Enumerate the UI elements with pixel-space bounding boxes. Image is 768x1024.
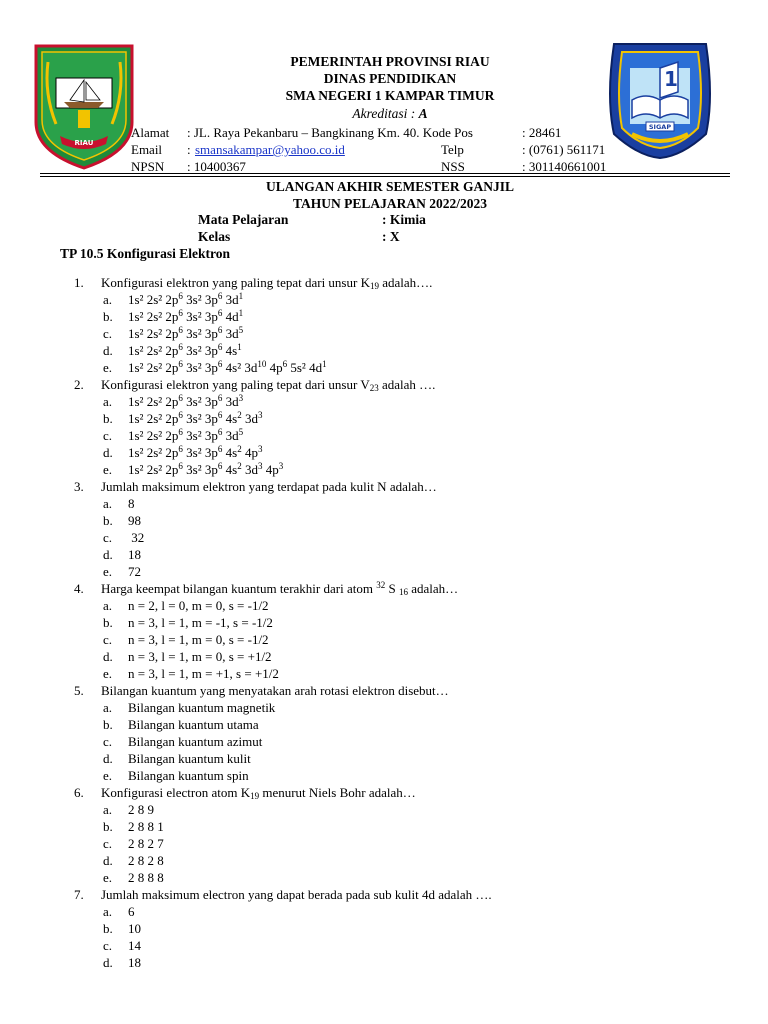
address-label: Alamat	[131, 125, 170, 140]
option-item	[74, 308, 734, 325]
option-text: 2 8 2 7	[128, 836, 164, 851]
question-text: Jumlah maksimum elektron yang terdapat pada kulit N adalah…	[101, 479, 437, 494]
subject-value: : Kimia	[382, 212, 426, 227]
option-text: 1s² 2s² $2p^6$ 3s² $3p^6$ $4s^2$ $3d^3$	[128, 410, 263, 426]
option-letter: e.	[103, 870, 113, 885]
option-text: 98	[128, 513, 141, 528]
option-letter: d.	[103, 445, 113, 460]
option-item	[74, 614, 734, 631]
option-text: 2 8 2 8	[128, 853, 164, 868]
option-letter: c.	[103, 734, 113, 749]
phone-label: Telp	[441, 142, 464, 157]
option-text: n = 3, l = 1, m = +1, s = +1/2	[128, 666, 279, 681]
question-number: 1.	[74, 275, 84, 290]
question-number: 2.	[74, 377, 84, 392]
subject-label: Mata Pelajaran	[198, 212, 289, 227]
npsn-value: : 10400367	[187, 159, 246, 174]
option-letter: b.	[103, 717, 113, 732]
option-text: 1s² 2s² $2p^6$ 3s² $3p^6$ $3d^3$	[128, 393, 244, 409]
option-text: 1s² 2s² $2p^6$ 3s² $3p^6$ 4s² $3d^{10}$ $4p^6$ 5s² $4d^1$	[128, 359, 327, 375]
question-number: 6.	[74, 785, 84, 800]
option-text: 1s² 2s² $2p^6$ 3s² $3p^6$ $4d^1$	[128, 308, 244, 324]
postal-code-value: : 28461	[522, 125, 562, 140]
option-text: 32	[128, 530, 145, 545]
question-number: 5.	[74, 683, 84, 698]
option-letter: a.	[103, 292, 113, 307]
question-text: Konfigurasi elektron yang paling tepat dari unsur $V_{23}$ adalah ….	[101, 377, 436, 393]
question-list	[74, 274, 734, 971]
option-text: n = 3, l = 1, m = 0, s = -1/2	[128, 632, 269, 647]
government-title: PEMERINTAH PROVINSI RIAU	[290, 54, 490, 69]
option-letter: b.	[103, 615, 113, 630]
option-text: n = 3, l = 1, m = -1, s = -1/2	[128, 615, 273, 630]
option-item	[74, 325, 734, 342]
npsn-label: NPSN	[131, 159, 165, 174]
option-letter: a.	[103, 598, 113, 613]
option-text: 10	[128, 921, 141, 936]
option-item	[74, 631, 734, 648]
option-text: 6	[128, 904, 135, 919]
option-text: 18	[128, 547, 141, 562]
option-item	[74, 291, 734, 308]
option-item	[74, 903, 734, 920]
school-name: SMA NEGERI 1 KAMPAR TIMUR	[285, 88, 495, 103]
option-item	[74, 427, 734, 444]
option-item	[74, 648, 734, 665]
option-item	[74, 835, 734, 852]
question-text: Harga keempat bilangan kuantum terakhir dari atom $^{32}$ S $_{16}$ adalah…	[101, 580, 459, 597]
option-text: Bilangan kuantum magnetik	[128, 700, 276, 715]
option-item	[74, 665, 734, 682]
option-item	[74, 801, 734, 818]
option-text: 2 8 8 8	[128, 870, 164, 885]
option-letter: a.	[103, 904, 113, 919]
option-text: Bilangan kuantum spin	[128, 768, 249, 783]
option-letter: c.	[103, 632, 113, 647]
option-text: 2 8 8 1	[128, 819, 164, 834]
question-text: Jumlah maksimum electron yang dapat berada pada sub kulit 4d adalah ….	[101, 887, 492, 902]
option-letter: d.	[103, 955, 113, 970]
option-item	[74, 767, 734, 784]
option-text: 2 8 9	[128, 802, 154, 817]
address-row	[131, 124, 631, 141]
option-letter: b.	[103, 309, 113, 324]
option-letter: d.	[103, 547, 113, 562]
option-text: Bilangan kuantum utama	[128, 717, 259, 732]
option-text: 18	[128, 955, 141, 970]
school-logo-text: SIGAP	[648, 123, 672, 131]
option-text: 72	[128, 564, 141, 579]
riau-province-logo	[34, 44, 134, 170]
question-text: Bilangan kuantum yang menyatakan arah rotasi elektron disebut…	[101, 683, 449, 698]
option-letter: b.	[103, 819, 113, 834]
question-2	[74, 376, 734, 393]
email-separator: :	[187, 142, 191, 157]
question-number: 7.	[74, 887, 84, 902]
accreditation	[140, 106, 640, 122]
option-letter: a.	[103, 700, 113, 715]
question-3	[74, 478, 734, 495]
nss-value: : 301140661001	[522, 159, 607, 174]
option-letter: e.	[103, 564, 113, 579]
option-letter: c.	[103, 836, 113, 851]
question-number: 3.	[74, 479, 84, 494]
option-text: 1s² 2s² $2p^6$ 3s² $3p^6$ $4s^1$	[128, 342, 242, 358]
option-item	[74, 733, 734, 750]
option-letter: c.	[103, 530, 113, 545]
option-letter: e.	[103, 360, 113, 375]
option-item	[74, 699, 734, 716]
question-number: 4.	[74, 581, 84, 596]
question-1	[74, 274, 734, 291]
option-letter: b.	[103, 921, 113, 936]
option-item	[74, 937, 734, 954]
option-letter: e.	[103, 462, 113, 477]
option-letter: c.	[103, 326, 113, 341]
school-contact-info	[131, 124, 631, 175]
option-letter: e.	[103, 666, 113, 681]
exam-title: ULANGAN AKHIR SEMESTER GANJIL	[266, 179, 514, 194]
option-text: 1s² 2s² $2p^6$ 3s² $3p^6$ $3d^1$	[128, 291, 244, 307]
question-4	[74, 580, 734, 597]
option-text: 1s² 2s² $2p^6$ 3s² $3p^6$ $3d^5$	[128, 325, 244, 341]
option-item	[74, 920, 734, 937]
question-5	[74, 682, 734, 699]
option-text: 14	[128, 938, 141, 953]
question-text: Konfigurasi elektron yang paling tepat dari unsur $K_{19}$ adalah….	[101, 275, 433, 291]
phone-value: : (0761) 561171	[522, 142, 606, 157]
option-text: n = 2, l = 0, m = 0, s = -1/2	[128, 598, 269, 613]
option-item	[74, 818, 734, 835]
option-text: Bilangan kuantum azimut	[128, 734, 263, 749]
option-text: Bilangan kuantum kulit	[128, 751, 251, 766]
option-text: n = 3, l = 1, m = 0, s = +1/2	[128, 649, 272, 664]
email-link[interactable]: smansakampar@yahoo.co.id	[195, 142, 345, 157]
option-letter: a.	[103, 802, 113, 817]
option-item	[74, 716, 734, 733]
option-text: 1s² 2s² $2p^6$ 3s² $3p^6$ $4s^2$ $4p^3$	[128, 444, 263, 460]
option-item	[74, 410, 734, 427]
option-text: 1s² 2s² $2p^6$ 3s² $3p^6$ $3d^5$	[128, 427, 244, 443]
option-item	[74, 546, 734, 563]
option-item	[74, 750, 734, 767]
header-divider-thick	[40, 173, 730, 174]
question-6	[74, 784, 734, 801]
class-label: Kelas	[198, 229, 231, 244]
svg-text:1: 1	[664, 67, 678, 91]
option-item	[74, 869, 734, 886]
accreditation-label: Akreditasi :	[352, 106, 419, 121]
accreditation-value: A	[418, 106, 428, 121]
option-letter: d.	[103, 751, 113, 766]
option-item	[74, 444, 734, 461]
option-letter: c.	[103, 428, 113, 443]
email-label: Email	[131, 142, 163, 157]
riau-logo-text: RIAU	[74, 139, 94, 147]
academic-year: TAHUN PELAJARAN 2022/2023	[292, 196, 487, 211]
option-letter: e.	[103, 768, 113, 783]
question-7	[74, 886, 734, 903]
option-letter: a.	[103, 496, 113, 511]
option-letter: b.	[103, 513, 113, 528]
address-value: : JL. Raya Pekanbaru – Bangkinang Km. 40. Kode Pos	[187, 125, 473, 140]
option-text: 1s² 2s² $2p^6$ 3s² $3p^6$ $4s^2$ $3d^3$ $4p^3$	[128, 461, 284, 477]
option-item	[74, 495, 734, 512]
option-item	[74, 359, 734, 376]
option-item	[74, 342, 734, 359]
option-item	[74, 529, 734, 546]
header-divider-thin	[40, 176, 730, 177]
option-item	[74, 512, 734, 529]
option-letter: d.	[103, 853, 113, 868]
option-item	[74, 954, 734, 971]
option-item	[74, 563, 734, 580]
option-item	[74, 597, 734, 614]
department-title: DINAS PENDIDIKAN	[323, 71, 457, 86]
option-item	[74, 852, 734, 869]
nss-label: NSS	[441, 159, 465, 174]
section-heading: TP 10.5 Konfigurasi Elektron	[60, 246, 231, 261]
option-letter: c.	[103, 938, 113, 953]
option-letter: d.	[103, 649, 113, 664]
option-letter: b.	[103, 411, 113, 426]
class-value: : X	[382, 229, 400, 244]
option-letter: a.	[103, 394, 113, 409]
option-letter: d.	[103, 343, 113, 358]
option-text: 8	[128, 496, 135, 511]
option-item	[74, 393, 734, 410]
question-text: Konfigurasi electron atom $K_{19}$ menurut Niels Bohr adalah…	[101, 785, 416, 801]
email-row	[131, 141, 631, 158]
option-item	[74, 461, 734, 478]
